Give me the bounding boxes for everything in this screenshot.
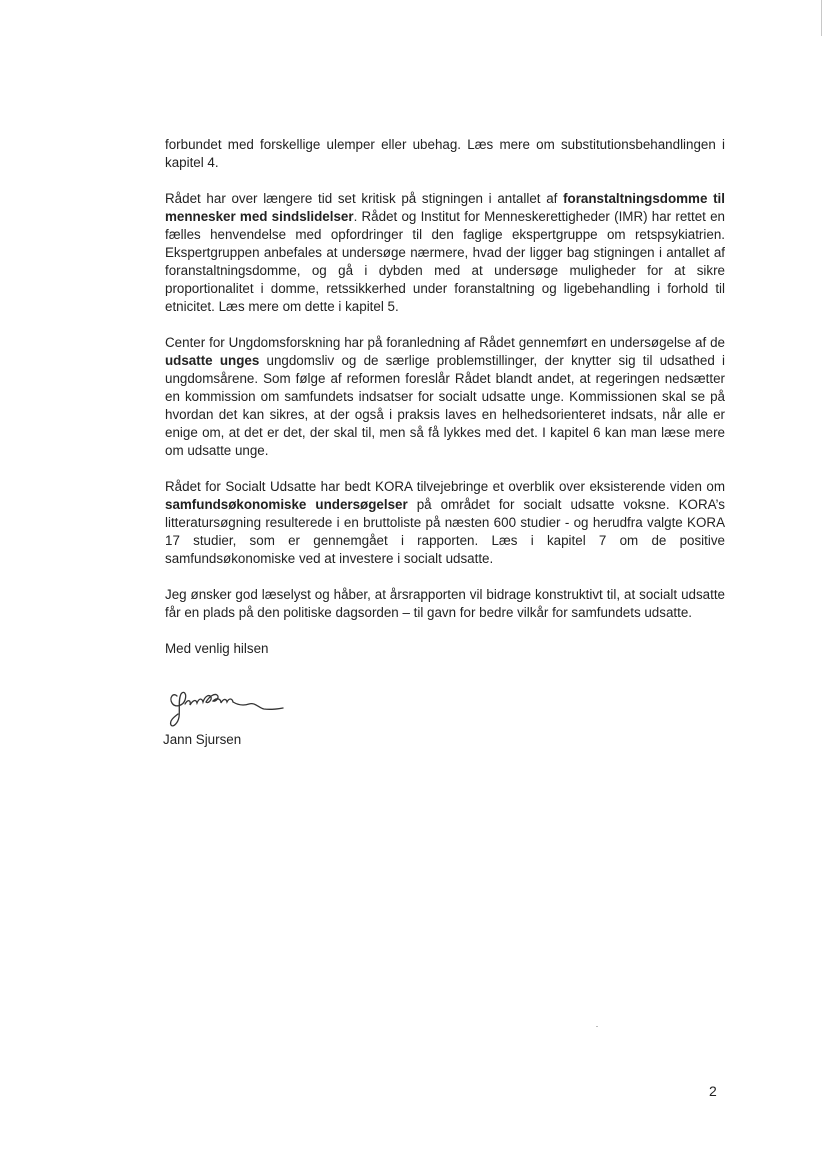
text-run: forbundet med forskellige ulemper eller ubehag. Læs mere om substitutionsbehandlingen i kapitel 4. (165, 137, 725, 170)
paragraph-p4 (165, 478, 725, 568)
bold-phrase: samfundsøkonomiske undersøgelser (165, 497, 408, 512)
closing-salutation: Med venlig hilsen (165, 641, 269, 656)
paragraph-p5 (165, 586, 725, 622)
handwritten-signature-icon (163, 684, 288, 732)
text-run: Rådet har over længere tid set kritisk på stigningen i antallet af (165, 191, 564, 206)
text-run: ungdomsliv og de særlige problemstillinger, der knytter sig til udsathed i ungdomsårene. Som følge af reformen foreslår Rådet blandt andet, at regeringen nedsætter en kommission om samfundets indsatser for socialt udsatte unge. Kommissionen skal se på hvordan det kan sikres, at der også i praksis laves en helhedsorienteret indsats, når alle er enige om, at det er det, der skal til, men så få lykkes med det. I kapitel 6 kan man læse mere om udsatte unge. (165, 353, 725, 458)
paragraph-p1 (165, 136, 725, 172)
bold-phrase: udsatte unges (165, 353, 260, 368)
text-run: på området for socialt udsatte voksne. KORA’s litteratursøgning resulterede i en bruttoliste på næsten 600 studier - og herudfra valgte KORA 17 studier, som er gennemgået i rapporten. Læs i kapitel 7 om de positive samfundsøkonomiske ved at investere i socialt udsatte. (165, 497, 725, 566)
scan-edge-line (821, 0, 822, 36)
text-run: . Rådet og Institut for Menneskerettigheder (IMR) har rettet en fælles henvendelse med opfordringer til den faglige ekspertgruppe om retspsykiatrien. Ekspertgruppen anbefales at undersøge nærmere, hvad der ligger bag stigningen i antallet af foranstaltningsdomme, og gå i dybden med at undersøge muligheder for at sikre proportionalitet i domme, retssikkerhed under foranstaltning og ligebehandling i forhold til etnicitet. Læs mere om dette i kapitel 5. (165, 209, 725, 314)
letter-paragraphs (165, 136, 725, 622)
scan-artifact (596, 1026, 598, 1027)
paragraph-p3 (165, 334, 725, 460)
bold-phrase: foranstaltningsdomme til mennesker med sindslidelser (165, 191, 725, 224)
letter-body (165, 136, 725, 658)
paragraph-p2 (165, 190, 725, 316)
text-run: Jeg ønsker god læselyst og håber, at årsrapporten vil bidrage konstruktivt til, at socialt udsatte får en plads på den politiske dagsorden – til gavn for bedre vilkår for samfundets udsatte. (165, 587, 725, 620)
text-run: Rådet for Socialt Udsatte har bedt KORA tilvejebringe et overblik over eksisterende viden om (165, 479, 725, 494)
signer-name: Jann Sjursen (163, 732, 242, 747)
page-number: 2 (709, 1083, 717, 1099)
text-run: Center for Ungdomsforskning har på foranledning af Rådet gennemført en undersøgelse af de (165, 335, 725, 350)
